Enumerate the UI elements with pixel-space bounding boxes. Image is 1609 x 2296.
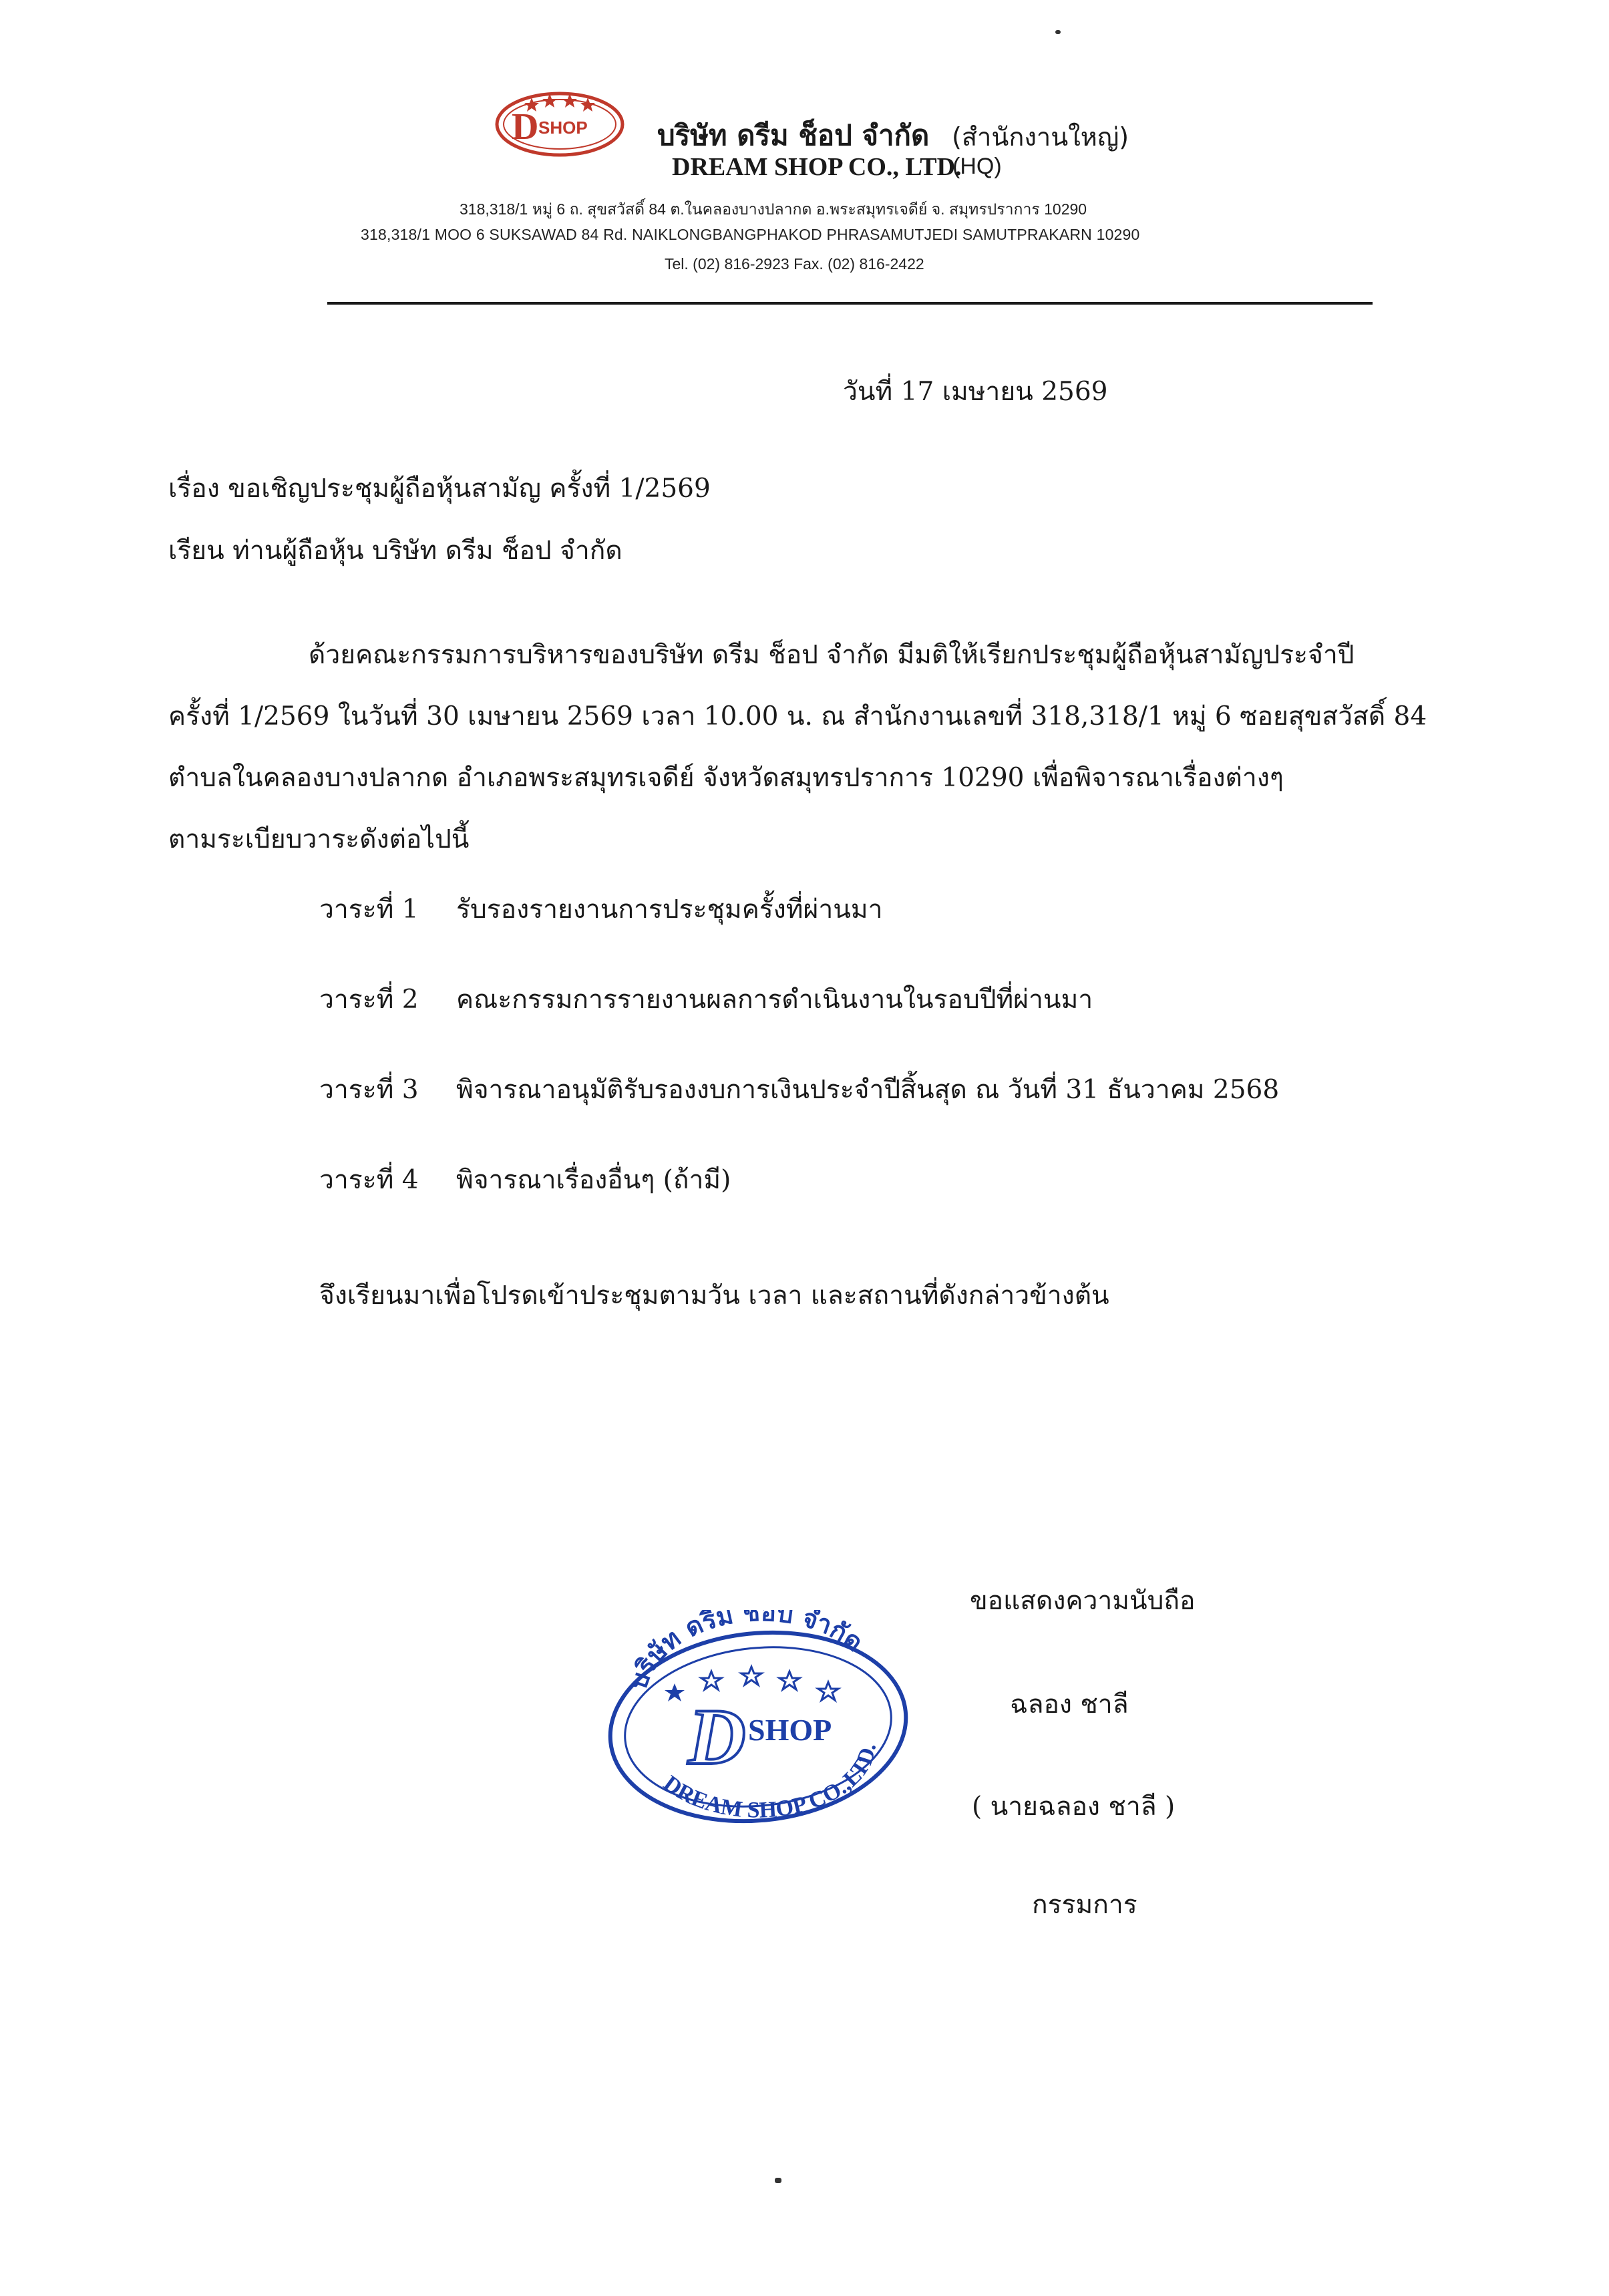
letter-date: วันที่ 17 เมษายน 2569 bbox=[843, 377, 1108, 407]
scan-speck bbox=[775, 2178, 781, 2183]
company-name-thai: บริษัท ดรีม ช็อป จำกัด bbox=[657, 119, 930, 152]
agenda-number: วาระที่ 1 bbox=[319, 894, 419, 925]
letterhead-divider bbox=[327, 302, 1373, 305]
headquarters-label-thai: (สำนักงานใหญ่) bbox=[952, 122, 1129, 152]
body-paragraph bbox=[168, 625, 1474, 870]
paragraph-line: ตามระเบียบวาระดังต่อไปนี้ bbox=[168, 824, 470, 854]
agenda-number: วาระที่ 4 bbox=[319, 1165, 419, 1195]
agenda-text: คณะกรรมการรายงานผลการดำเนินงานในรอบปีที่ผ่านมา bbox=[456, 985, 1093, 1015]
signer-name: ( นายฉลอง ชาลี ) bbox=[972, 1792, 1176, 1822]
agenda-text: พิจารณาอนุมัติรับรองงบการเงินประจำปีสิ้นสุด ณ วันที่ 31 ธันวาคม 2568 bbox=[456, 1075, 1280, 1105]
agenda-item bbox=[319, 1069, 1279, 1110]
agenda-item bbox=[319, 888, 883, 930]
letter-recipient: เรียน ท่านผู้ถือหุ้น บริษัท ดรีม ช็อป จำกัด bbox=[168, 536, 622, 566]
company-logo bbox=[493, 86, 627, 162]
company-name-english: DREAM SHOP CO., LTD. bbox=[672, 153, 962, 181]
svg-text:D: D bbox=[512, 106, 539, 148]
agenda-text: รับรองรายงานการประชุมครั้งที่ผ่านมา bbox=[456, 894, 883, 925]
paragraph-line: ครั้งที่ 1/2569 ในวันที่ 30 เมษายน 2569 เวลา 10.00 น. ณ สำนักงานเลขที่ 318,318/1 หมู่ 6 ซอยสุขสวัสดิ์ 84 bbox=[168, 701, 1427, 731]
agenda-item bbox=[319, 979, 1093, 1020]
agenda-text: พิจารณาเรื่องอื่นๆ (ถ้ามี) bbox=[456, 1165, 731, 1195]
headquarters-label-english: (HQ) bbox=[952, 154, 1002, 179]
paragraph-line: ตำบลในคลองบางปลากด อำเภอพระสมุทรเจดีย์ จังหวัดสมุทรปราการ 10290 เพื่อพิจารณาเรื่องต่างๆ bbox=[168, 763, 1284, 793]
regards-text: ขอแสดงความนับถือ bbox=[970, 1586, 1196, 1616]
address-thai: 318,318/1 หมู่ 6 ถ. สุขสวัสดิ์ 84 ต.ในคลองบางปลากด อ.พระสมุทรเจดีย์ จ. สมุทรปราการ 10290 bbox=[460, 200, 1087, 218]
svg-text:D: D bbox=[688, 1692, 746, 1781]
signer-position: กรรมการ bbox=[1032, 1890, 1137, 1920]
svg-text:DREAM SHOP CO.,LTD.: DREAM SHOP CO.,LTD. bbox=[659, 1743, 881, 1823]
svg-text:บริษัท ดรีม ช็อป จำกัด: บริษัท ดรีม ช็อป จำกัด bbox=[622, 1610, 869, 1693]
paragraph-line: ด้วยคณะกรรมการบริหารของบริษัท ดรีม ช็อป จำกัด มีมติให้เรียกประชุมผู้ถือหุ้นสามัญประจำปี bbox=[309, 640, 1355, 670]
contact-numbers: Tel. (02) 816-2923 Fax. (02) 816-2422 bbox=[665, 255, 924, 273]
company-stamp bbox=[594, 1610, 915, 1833]
agenda-number: วาระที่ 3 bbox=[319, 1075, 419, 1105]
svg-text:SHOP: SHOP bbox=[748, 1713, 832, 1747]
address-english: 318,318/1 MOO 6 SUKSAWAD 84 Rd. NAIKLONGBANGPHAKOD PHRASAMUTJEDI SAMUTPRAKARN 10290 bbox=[361, 226, 1140, 243]
svg-text:SHOP: SHOP bbox=[538, 118, 588, 138]
scan-speck bbox=[1055, 30, 1061, 34]
letter-subject: เรื่อง ขอเชิญประชุมผู้ถือหุ้นสามัญ ครั้งที่ 1/2569 bbox=[168, 474, 711, 504]
agenda-number: วาระที่ 2 bbox=[319, 985, 419, 1015]
closing-sentence: จึงเรียนมาเพื่อโปรดเข้าประชุมตามวัน เวลา และสถานที่ดังกล่าวข้างต้น bbox=[319, 1281, 1109, 1311]
signature: ฉลอง ชาลี bbox=[1010, 1689, 1129, 1719]
agenda-item bbox=[319, 1159, 731, 1200]
